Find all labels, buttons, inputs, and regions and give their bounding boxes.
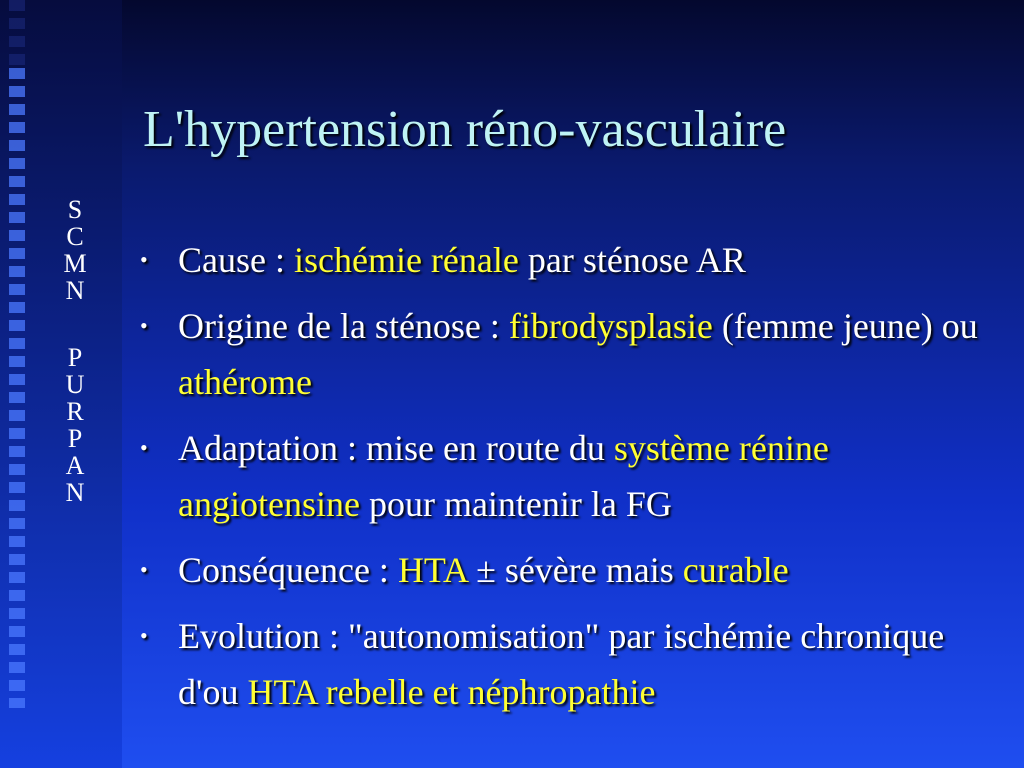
bullet-item-origine [140,298,1000,410]
bullet-item-evolution [140,608,1000,720]
decorative-squares [9,68,25,708]
vertical-letter: U [65,370,85,399]
bullet-highlight: curable [682,550,789,590]
vertical-letter: N [65,276,85,305]
vertical-letter: P [67,343,83,372]
bullet-dot: • [140,435,148,460]
vertical-letter: N [65,478,85,507]
bullet-dot: • [140,247,148,272]
bullet-text: Evolution : "autonomisation" par ischémie chronique d'ou [178,616,945,712]
bullet-highlight: HTA rebelle et néphropathie [247,672,656,712]
bullet-dot: • [140,557,148,582]
sidebar [0,0,122,768]
bullet-text: (femme jeune) ou [712,306,978,346]
vertical-letter: C [66,222,84,251]
bullet-text: Cause : [178,240,294,280]
bullet-highlight: HTA [397,550,468,590]
slide-title: L'hypertension réno-vasculaire [143,101,787,158]
vertical-letter: R [66,397,84,426]
vertical-letter: P [67,424,83,453]
bullet-text: par sténose AR [518,240,746,280]
vertical-letter-gap [55,304,95,344]
vertical-label [55,196,95,506]
vertical-letter: M [63,249,87,278]
bullet-text: pour maintenir la FG [359,484,672,524]
bullet-highlight: ischémie rénale [293,240,519,280]
bullet-item-adaptation [140,420,1000,532]
bullet-highlight: fibrodysplasie [508,306,713,346]
vertical-letter: A [65,451,85,480]
bullet-highlight: système rénine angiotensine [178,428,829,524]
bullet-dot: • [140,623,148,648]
bullet-item-cause [140,232,1000,288]
bullet-text: Adaptation : mise en route du [178,428,614,468]
bullet-list [140,232,1000,730]
decorative-squares-top [9,0,25,68]
bullet-item-consequence [140,542,1000,598]
bullet-text: Conséquence : [178,550,398,590]
vertical-letter: S [67,195,83,224]
bullet-text: ± sévère mais [467,550,683,590]
bullet-dot: • [140,313,148,338]
bullet-text: Origine de la sténose : [178,306,509,346]
bullet-highlight: athérome [178,362,312,402]
